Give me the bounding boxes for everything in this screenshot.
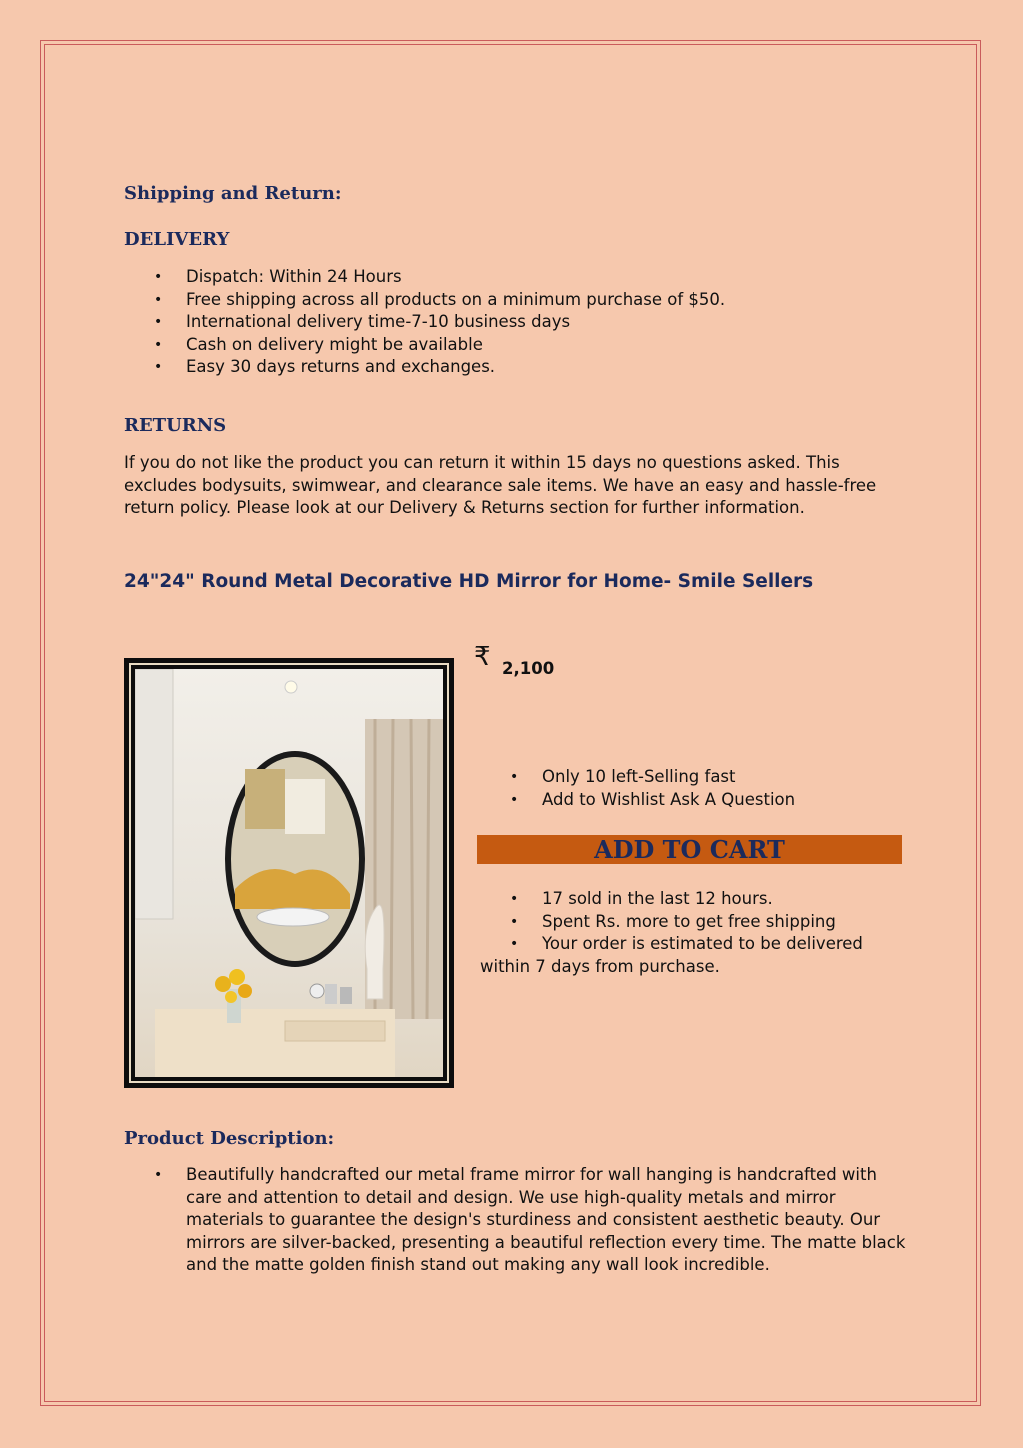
delivery-list [124,266,924,379]
list-item: • Only 10 left-Selling fast [480,766,910,789]
list-item: • Spent Rs. more to get free shipping [480,911,910,934]
list-item: • Your order is estimated to be delivered [478,933,908,956]
list-item: • Dispatch: Within 24 Hours [124,266,924,289]
mirror-photo [135,669,443,1077]
list-item: • Beautifully handcrafted our metal frame mirror for wall hanging is handcrafted with care and attention to detail and design. We use high-quality metals and mirror materials to guarantee the design's sturdiness and consistent aesthetic beauty. Our mirrors are silver-backed, presenting a beautiful reflection every time. The matte black and the matte golden finish stand out making any wall look incredible. [124,1164,910,1277]
returns-text: If you do not like the product you can return it within 15 days no questions asked. This excludes bodysuits, swimwear, and clearance sale items. We have an easy and hassle-free return policy. Please look at our Delivery & Returns section for further information. [124,453,877,518]
list-item: • International delivery time-7-10 business days [124,311,924,334]
returns-heading: RETURNS [124,415,227,436]
product-title: 24"24" Round Metal Decorative HD Mirror for Home- Smile Sellers [124,571,814,592]
rupee-icon: ₹ [474,642,491,672]
list-item: • Free shipping across all products on a minimum purchase of $50. [124,289,924,312]
list-item: • Cash on delivery might be available [124,334,924,357]
add-to-cart-button[interactable]: ADD TO CART [477,835,902,864]
product-price: 2,100 [502,659,555,678]
stock-list [480,766,910,811]
list-item: • Easy 30 days returns and exchanges. [124,356,924,379]
delivery-heading: DELIVERY [124,229,230,250]
info-list [480,888,910,933]
delivery-estimate-cont: within 7 days from purchase. [480,957,720,976]
estimate-list [478,933,908,956]
list-item[interactable]: • Add to Wishlist Ask A Question [480,789,910,812]
product-image [124,658,454,1088]
description-list [124,1164,910,1277]
description-heading: Product Description: [124,1128,335,1149]
shipping-heading: Shipping and Return: [124,183,342,204]
list-item: • 17 sold in the last 12 hours. [480,888,910,911]
mirror-illustration-icon [135,669,443,1077]
